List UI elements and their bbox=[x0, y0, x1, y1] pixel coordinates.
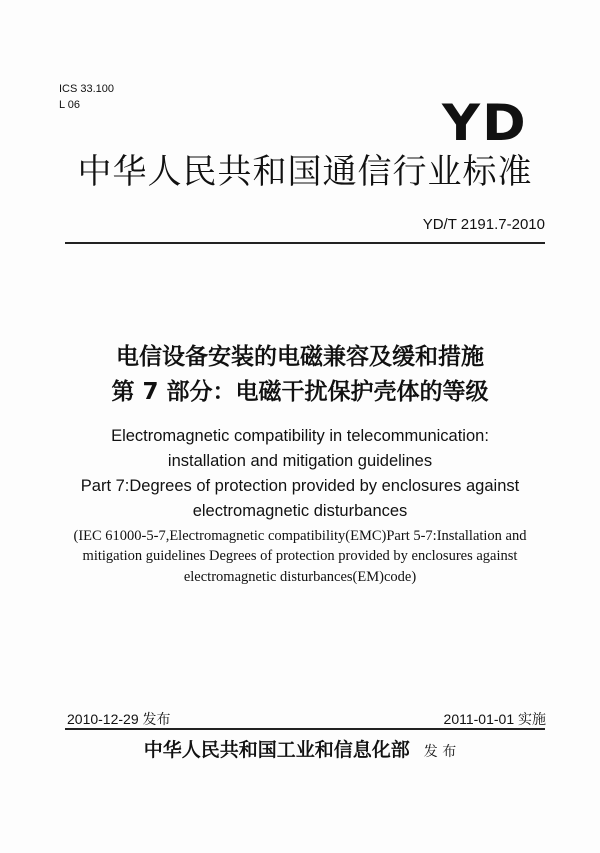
publisher-name: 中华人民共和国工业和信息化部 bbox=[143, 739, 410, 761]
header-divider bbox=[65, 242, 545, 244]
en-title-line-1: Electromagnetic compatibility in telecommunication: bbox=[111, 427, 489, 445]
iec-reference-line-2: mitigation guidelines Degrees of protection provided by enclosures against bbox=[82, 548, 518, 564]
footer-divider bbox=[65, 728, 545, 730]
yd-logo: YD bbox=[441, 94, 528, 152]
publish-label: 发 布 bbox=[423, 744, 457, 760]
publisher bbox=[0, 735, 600, 762]
issue-date: 2010-12-29 发布 bbox=[67, 711, 171, 727]
implement-date: 2011-01-01 实施 bbox=[443, 711, 546, 727]
en-title-line-3: Part 7:Degrees of protection provided by enclosures against bbox=[80, 477, 520, 495]
standard-code: YD/T 2191.7-2010 bbox=[422, 216, 545, 233]
en-title-line-2: installation and mitigation guidelines bbox=[167, 452, 433, 470]
cn-title-line-1: 电信设备安装的电磁兼容及缓和措施 bbox=[116, 344, 484, 370]
iec-reference-line-3: electromagnetic disturbances(EM)code) bbox=[183, 569, 417, 585]
en-title-line-4: electromagnetic disturbances bbox=[192, 502, 408, 520]
cn-title-line-2: 第 7 部分：电磁干扰保护壳体的等级 bbox=[111, 379, 489, 405]
standard-type-heading: 中华人民共和国通信行业标准 bbox=[77, 152, 533, 192]
iec-reference-line-1: (IEC 61000-5-7,Electromagnetic compatibility(EMC)Part 5-7:Installation and bbox=[73, 528, 527, 544]
ics-number: ICS 33.100 bbox=[59, 83, 115, 95]
ccs-number: L 06 bbox=[59, 99, 81, 111]
